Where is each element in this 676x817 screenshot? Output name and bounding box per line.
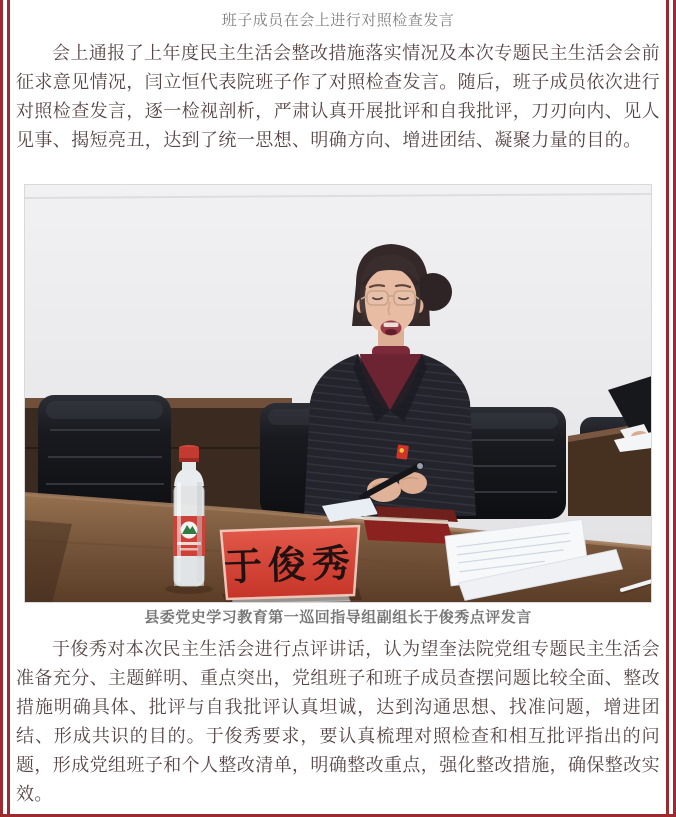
- placard-name-text: 于俊秀: [223, 542, 357, 590]
- meeting-photo-illustration: [24, 184, 652, 603]
- meeting-photo[interactable]: [24, 184, 652, 603]
- name-placard: [221, 526, 362, 603]
- photo-caption: 县委党史学习教育第一巡回指导组副组长于俊秀点评发言: [144, 609, 532, 626]
- paragraph-2: 于俊秀对本次民主生活会进行点评讲话，认为望奎法院党组专题民主生活会准备充分、主题鲜明、重点突出，党组班子和班子成员查摆问题比较全面、整改措施明确具体、批评与自我批评认真坦诚，达到沟通思想、找准问题，增进团结、形成共识的目的。于俊秀要求，要认真梳理对照检查和相互批评指出的问题，形成党组班子和个人整改清单，明确整改重点，强化整改措施，确保整改实效。: [16, 639, 660, 804]
- red-notebook: [364, 506, 458, 544]
- top-image-caption: 班子成员在会上进行对照检查发言: [221, 12, 455, 29]
- party-badge-pin: [396, 444, 409, 459]
- article-content: [16, 0, 660, 809]
- paragraph-1: 会上通报了上年度民主生活会整改措施落实情况及本次专题民主生活会会前征求意见情况，闫立恒代表院班子作了对照检查发言。随后，班子成员依次进行对照检查发言，逐一检视剖析，严肃认真开展批评和自我批评，刀刃向内、见人见事、揭短亮丑，达到了统一思想、明确方向、增进团结、凝聚力量的目的。: [16, 43, 660, 150]
